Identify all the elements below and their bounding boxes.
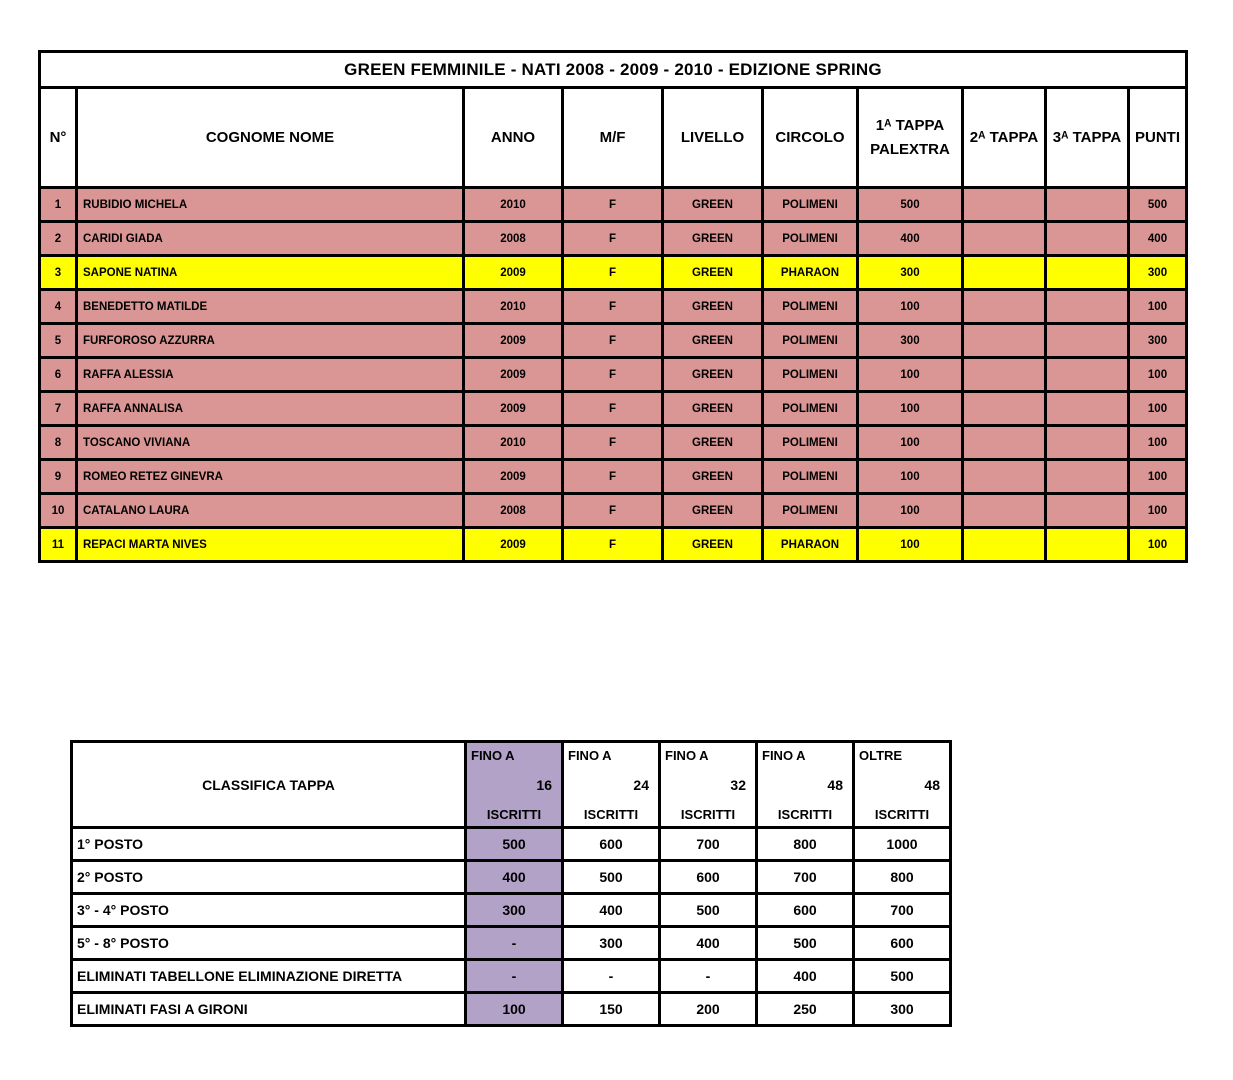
ranking-cell-n: 7 [40, 392, 77, 426]
ranking-cell-tappa1: 100 [858, 392, 963, 426]
classifica-header-line2: 16 [536, 776, 552, 793]
classifica-header-line3: ISCRITTI [777, 806, 833, 822]
ranking-cell-tappa3 [1046, 290, 1129, 324]
classifica-value-cell: 150 [563, 993, 660, 1026]
classifica-row-4 [72, 960, 951, 993]
ranking-cell-tappa1: 300 [858, 324, 963, 358]
ranking-cell-n: 1 [40, 188, 77, 222]
ranking-cell-punti: 100 [1129, 358, 1187, 392]
ranking-cell-punti: 100 [1129, 426, 1187, 460]
classifica-header-line3: ISCRITTI [486, 806, 542, 822]
ranking-cell-anno: 2010 [464, 290, 563, 324]
classifica-row-5 [72, 993, 951, 1026]
ranking-column-header-1: COGNOME NOME [77, 88, 464, 188]
classifica-row-label: 5° - 8° POSTO [72, 927, 466, 960]
classifica-column-header-lines [855, 748, 949, 822]
ranking-cell-n: 5 [40, 324, 77, 358]
ranking-cell-punti: 400 [1129, 222, 1187, 256]
ranking-cell-name: RAFFA ANNALISA [77, 392, 464, 426]
classifica-header-line1: FINO A [471, 747, 515, 763]
ranking-cell-tappa1: 100 [858, 426, 963, 460]
classifica-value-cell: - [466, 960, 563, 993]
classifica-value-cell: 400 [563, 894, 660, 927]
classifica-value-cell: 500 [854, 960, 951, 993]
classifica-value-cell: 800 [854, 861, 951, 894]
classifica-value-cell: 700 [660, 828, 757, 861]
ranking-cell-livello: GREEN [663, 460, 763, 494]
classifica-value-cell: 400 [757, 960, 854, 993]
ranking-cell-n: 10 [40, 494, 77, 528]
ranking-column-header-7: 2ᴬ TAPPA [963, 88, 1046, 188]
classifica-value-cell: 400 [466, 861, 563, 894]
classifica-value-cell: - [466, 927, 563, 960]
ranking-row-4 [40, 290, 1187, 324]
ranking-table [38, 50, 1188, 563]
ranking-column-header-4: LIVELLO [663, 88, 763, 188]
classifica-row-label: 1° POSTO [72, 828, 466, 861]
classifica-row-0 [72, 828, 951, 861]
classifica-table-body [72, 828, 951, 1026]
ranking-cell-livello: GREEN [663, 290, 763, 324]
ranking-cell-anno: 2009 [464, 324, 563, 358]
classifica-header-line1: OLTRE [859, 747, 903, 763]
ranking-cell-punti: 100 [1129, 392, 1187, 426]
classifica-header-line1: FINO A [568, 747, 612, 763]
classifica-value-cell: 800 [757, 828, 854, 861]
ranking-cell-punti: 100 [1129, 290, 1187, 324]
ranking-cell-tappa1: 100 [858, 358, 963, 392]
ranking-column-header-0: N° [40, 88, 77, 188]
ranking-row-9 [40, 460, 1187, 494]
ranking-cell-n: 6 [40, 358, 77, 392]
classifica-column-header-2 [660, 742, 757, 828]
classifica-value-cell: 600 [757, 894, 854, 927]
classifica-value-cell: - [660, 960, 757, 993]
classifica-header-line2: 24 [633, 776, 649, 793]
ranking-cell-mf: F [563, 392, 663, 426]
classifica-header-line1: FINO A [762, 747, 806, 763]
ranking-header-row [40, 88, 1187, 188]
classifica-value-cell: 300 [563, 927, 660, 960]
ranking-cell-livello: GREEN [663, 188, 763, 222]
ranking-cell-tappa2 [963, 324, 1046, 358]
ranking-cell-tappa3 [1046, 426, 1129, 460]
ranking-cell-anno: 2008 [464, 222, 563, 256]
ranking-cell-circolo: POLIMENI [763, 222, 858, 256]
ranking-cell-name: FURFOROSO AZZURRA [77, 324, 464, 358]
ranking-cell-mf: F [563, 358, 663, 392]
classifica-value-cell: 1000 [854, 828, 951, 861]
ranking-column-header-9: PUNTI [1129, 88, 1187, 188]
ranking-cell-circolo: POLIMENI [763, 324, 858, 358]
ranking-cell-tappa2 [963, 392, 1046, 426]
ranking-cell-punti: 100 [1129, 528, 1187, 562]
classifica-row-label: ELIMINATI FASI A GIRONI [72, 993, 466, 1026]
ranking-cell-tappa1: 100 [858, 460, 963, 494]
classifica-header-row [72, 742, 951, 828]
ranking-cell-name: SAPONE NATINA [77, 256, 464, 290]
classifica-value-cell: 700 [757, 861, 854, 894]
ranking-cell-circolo: POLIMENI [763, 460, 858, 494]
ranking-cell-n: 3 [40, 256, 77, 290]
ranking-cell-circolo: POLIMENI [763, 290, 858, 324]
ranking-cell-tappa2 [963, 358, 1046, 392]
ranking-column-header-2: ANNO [464, 88, 563, 188]
ranking-cell-mf: F [563, 494, 663, 528]
ranking-row-7 [40, 392, 1187, 426]
classifica-row-1 [72, 861, 951, 894]
ranking-row-6 [40, 358, 1187, 392]
ranking-cell-n: 9 [40, 460, 77, 494]
ranking-cell-mf: F [563, 188, 663, 222]
ranking-cell-mf: F [563, 460, 663, 494]
ranking-row-11 [40, 528, 1187, 562]
ranking-cell-tappa2 [963, 188, 1046, 222]
classifica-value-cell: 250 [757, 993, 854, 1026]
classifica-column-header-lines [758, 748, 852, 822]
ranking-row-1 [40, 188, 1187, 222]
ranking-cell-circolo: POLIMENI [763, 392, 858, 426]
ranking-row-5 [40, 324, 1187, 358]
classifica-column-header-0 [466, 742, 563, 828]
ranking-cell-n: 8 [40, 426, 77, 460]
ranking-table-body [40, 188, 1187, 562]
classifica-column-header-lines [467, 748, 561, 822]
classifica-value-cell: 500 [466, 828, 563, 861]
ranking-cell-tappa1: 100 [858, 290, 963, 324]
classifica-value-cell: 500 [757, 927, 854, 960]
ranking-cell-mf: F [563, 290, 663, 324]
classifica-header-line3: ISCRITTI [874, 806, 930, 822]
ranking-row-10 [40, 494, 1187, 528]
ranking-cell-tappa1: 100 [858, 528, 963, 562]
ranking-cell-n: 4 [40, 290, 77, 324]
classifica-value-cell: 500 [660, 894, 757, 927]
ranking-cell-livello: GREEN [663, 494, 763, 528]
ranking-title-row [40, 52, 1187, 88]
ranking-cell-punti: 100 [1129, 460, 1187, 494]
ranking-cell-n: 11 [40, 528, 77, 562]
ranking-cell-tappa3 [1046, 392, 1129, 426]
ranking-cell-name: CARIDI GIADA [77, 222, 464, 256]
classifica-value-cell: 600 [563, 828, 660, 861]
classifica-row-label: 3° - 4° POSTO [72, 894, 466, 927]
ranking-cell-n: 2 [40, 222, 77, 256]
ranking-cell-name: CATALANO LAURA [77, 494, 464, 528]
ranking-cell-tappa3 [1046, 256, 1129, 290]
ranking-cell-anno: 2009 [464, 460, 563, 494]
classifica-value-cell: - [563, 960, 660, 993]
ranking-cell-circolo: POLIMENI [763, 494, 858, 528]
classifica-header-line3: ISCRITTI [583, 806, 639, 822]
ranking-cell-mf: F [563, 222, 663, 256]
ranking-cell-tappa2 [963, 256, 1046, 290]
ranking-cell-tappa1: 400 [858, 222, 963, 256]
classifica-header-line3: ISCRITTI [680, 806, 736, 822]
ranking-cell-tappa1: 100 [858, 494, 963, 528]
ranking-cell-circolo: POLIMENI [763, 188, 858, 222]
ranking-cell-anno: 2008 [464, 494, 563, 528]
classifica-column-header-1 [563, 742, 660, 828]
classifica-header-line1: FINO A [665, 747, 709, 763]
ranking-cell-tappa1: 500 [858, 188, 963, 222]
ranking-cell-tappa3 [1046, 324, 1129, 358]
ranking-cell-tappa3 [1046, 528, 1129, 562]
classifica-value-cell: 700 [854, 894, 951, 927]
ranking-cell-anno: 2009 [464, 358, 563, 392]
ranking-cell-anno: 2009 [464, 392, 563, 426]
ranking-cell-circolo: PHARAON [763, 528, 858, 562]
classifica-header-line2: 32 [730, 776, 746, 793]
classifica-value-cell: 300 [466, 894, 563, 927]
classifica-value-cell: 500 [563, 861, 660, 894]
ranking-table-title: GREEN FEMMINILE - NATI 2008 - 2009 - 2010 - EDIZIONE SPRING [40, 52, 1187, 88]
ranking-cell-name: ROMEO RETEZ GINEVRA [77, 460, 464, 494]
ranking-cell-tappa2 [963, 528, 1046, 562]
ranking-cell-tappa2 [963, 426, 1046, 460]
classifica-value-cell: 400 [660, 927, 757, 960]
ranking-cell-livello: GREEN [663, 358, 763, 392]
ranking-cell-livello: GREEN [663, 392, 763, 426]
classifica-row-label: 2° POSTO [72, 861, 466, 894]
ranking-cell-tappa3 [1046, 222, 1129, 256]
classifica-column-header-4 [854, 742, 951, 828]
ranking-cell-tappa2 [963, 494, 1046, 528]
ranking-cell-livello: GREEN [663, 256, 763, 290]
classifica-value-cell: 600 [660, 861, 757, 894]
classifica-table [70, 740, 952, 1027]
ranking-cell-name: REPACI MARTA NIVES [77, 528, 464, 562]
ranking-cell-punti: 300 [1129, 256, 1187, 290]
ranking-cell-anno: 2010 [464, 426, 563, 460]
ranking-cell-mf: F [563, 426, 663, 460]
ranking-column-header-5: CIRCOLO [763, 88, 858, 188]
ranking-cell-tappa2 [963, 290, 1046, 324]
ranking-row-3 [40, 256, 1187, 290]
ranking-cell-tappa1: 300 [858, 256, 963, 290]
ranking-cell-punti: 500 [1129, 188, 1187, 222]
ranking-cell-circolo: POLIMENI [763, 426, 858, 460]
ranking-cell-tappa3 [1046, 494, 1129, 528]
ranking-cell-anno: 2009 [464, 528, 563, 562]
classifica-header-line2: 48 [827, 776, 843, 793]
ranking-cell-livello: GREEN [663, 222, 763, 256]
ranking-cell-livello: GREEN [663, 426, 763, 460]
classifica-row-label: ELIMINATI TABELLONE ELIMINAZIONE DIRETTA [72, 960, 466, 993]
ranking-cell-name: RUBIDIO MICHELA [77, 188, 464, 222]
ranking-cell-anno: 2009 [464, 256, 563, 290]
ranking-cell-punti: 100 [1129, 494, 1187, 528]
classifica-table-title: CLASSIFICA TAPPA [72, 742, 466, 828]
ranking-column-header-3: M/F [563, 88, 663, 188]
ranking-cell-tappa2 [963, 460, 1046, 494]
ranking-cell-livello: GREEN [663, 324, 763, 358]
ranking-row-2 [40, 222, 1187, 256]
ranking-cell-mf: F [563, 528, 663, 562]
ranking-cell-anno: 2010 [464, 188, 563, 222]
ranking-cell-tappa2 [963, 222, 1046, 256]
classifica-value-cell: 200 [660, 993, 757, 1026]
ranking-cell-name: RAFFA ALESSIA [77, 358, 464, 392]
ranking-cell-mf: F [563, 256, 663, 290]
classifica-value-cell: 600 [854, 927, 951, 960]
ranking-cell-name: TOSCANO VIVIANA [77, 426, 464, 460]
ranking-cell-tappa3 [1046, 188, 1129, 222]
classifica-column-header-lines [564, 748, 658, 822]
ranking-row-8 [40, 426, 1187, 460]
ranking-column-header-6: 1ᴬ TAPPA PALEXTRA [858, 88, 963, 188]
ranking-cell-tappa3 [1046, 460, 1129, 494]
ranking-cell-tappa3 [1046, 358, 1129, 392]
classifica-row-3 [72, 927, 951, 960]
classifica-column-header-3 [757, 742, 854, 828]
ranking-cell-mf: F [563, 324, 663, 358]
ranking-cell-circolo: PHARAON [763, 256, 858, 290]
ranking-column-header-8: 3ᴬ TAPPA [1046, 88, 1129, 188]
ranking-cell-circolo: POLIMENI [763, 358, 858, 392]
ranking-cell-livello: GREEN [663, 528, 763, 562]
classifica-value-cell: 300 [854, 993, 951, 1026]
classifica-value-cell: 100 [466, 993, 563, 1026]
ranking-cell-name: BENEDETTO MATILDE [77, 290, 464, 324]
classifica-header-line2: 48 [924, 776, 940, 793]
classifica-row-2 [72, 894, 951, 927]
ranking-cell-punti: 300 [1129, 324, 1187, 358]
classifica-column-header-lines [661, 748, 755, 822]
